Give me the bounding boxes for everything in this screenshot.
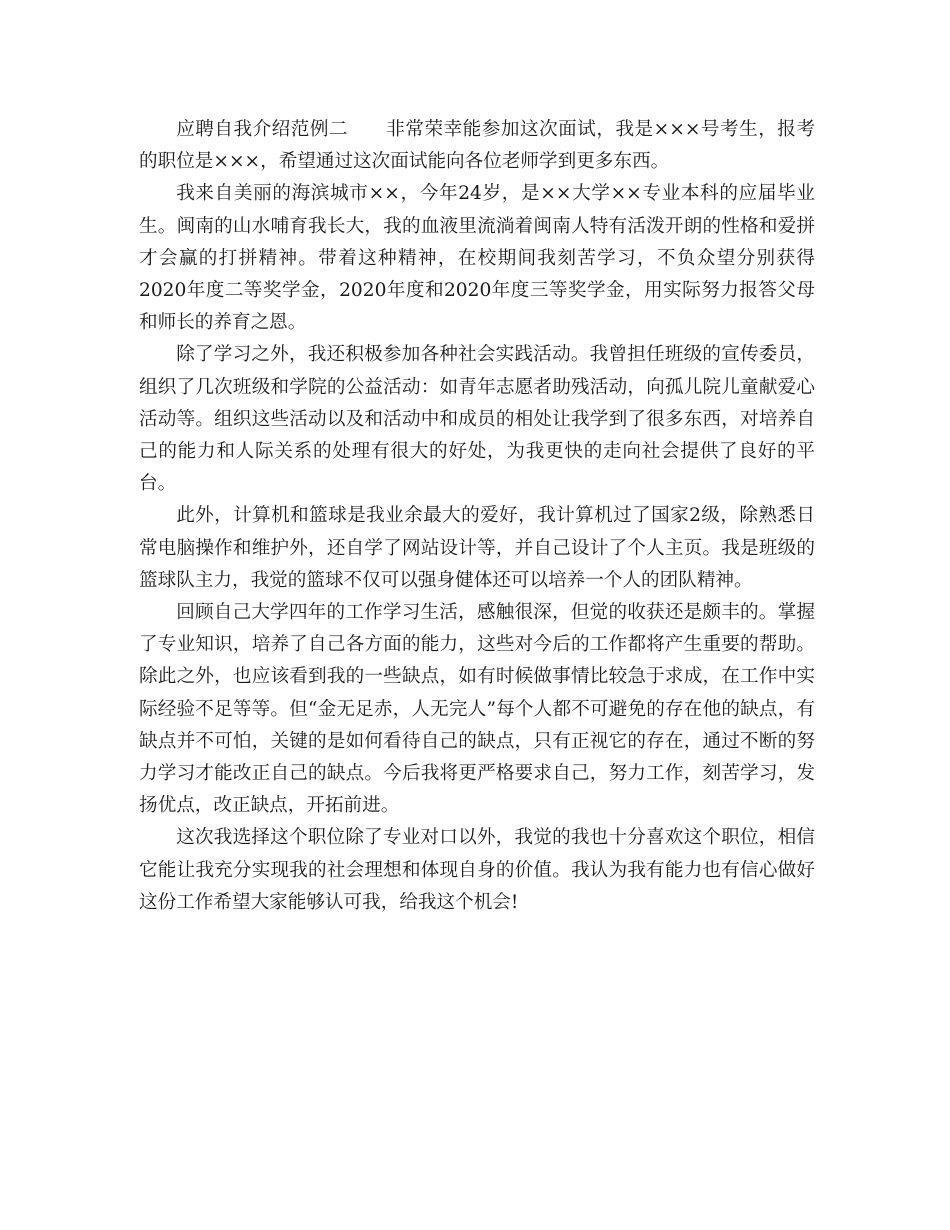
paragraph-activities: 除了学习之外，我还积极参加各种社会实践活动。我曾担任班级的宣传委员，组织了几次班级和学院的公益活动：如青年志愿者助残活动，向孤儿院儿童献爱心活动等。组织这些活动以及和活动中和成员的相处让我学到了很多东西，对培养自己的能力和人际关系的处理有很大的好处，为我更快的走向社会提供了良好的平台。 bbox=[139, 344, 815, 495]
paragraph-reflection: 回顾自己大学四年的工作学习生活，感触很深，但觉的收获还是颇丰的。掌握了专业知识，培养了自己各方面的能力，这些对今后的工作都将产生重要的帮助。除此之外，也应该看到我的一些缺点，如有时候做事情比较急于求成，在工作中实际经验不足等等。但“金无足赤，人无完人”每个人都不可避免的存在他的缺点，有缺点并不可怕，关键的是如何看待自己的缺点，只有正视它的存在，通过不断的努力学习才能改正自己的缺点。今后我将更严格要求自己，努力工作，刻苦学习，发扬优点，改正缺点，开拓前进。 bbox=[139, 602, 815, 817]
paragraph-hobbies: 此外，计算机和篮球是我业余最大的爱好，我计算机过了国家2级，除熟悉日常电脑操作和维护外，还自学了网站设计等，并自己设计了个人主页。我是班级的篮球队主力，我觉的篮球不仅可以强身健体还可以培养一个人的团队精神。 bbox=[139, 505, 815, 591]
paragraph-background: 我来自美丽的海滨城市××，今年24岁，是××大学××专业本科的应届毕业生。闽南的山水哺育我长大，我的血液里流淌着闽南人特有活泼开朗的性格和爱拼才会赢的打拼精神。带着这种精神，在校期间我刻苦学习，不负众望分别获得2020年度二等奖学金，2020年度和2020年度三等奖学金，用实际努力报答父母和师长的养育之恩。 bbox=[139, 183, 815, 334]
paragraph-closing: 这次我选择这个职位除了专业对口以外，我觉的我也十分喜欢这个职位，相信它能让我充分实现我的社会理想和体现自身的价值。我认为我有能力也有信心做好这份工作希望大家能够认可我，给我这个机会! bbox=[139, 827, 815, 913]
document-body bbox=[139, 114, 815, 919]
paragraph-intro: 应聘自我介绍范例二 非常荣幸能参加这次面试，我是×××号考生，报考的职位是×××，希望通过这次面试能向各位老师学到更多东西。 bbox=[139, 119, 815, 173]
